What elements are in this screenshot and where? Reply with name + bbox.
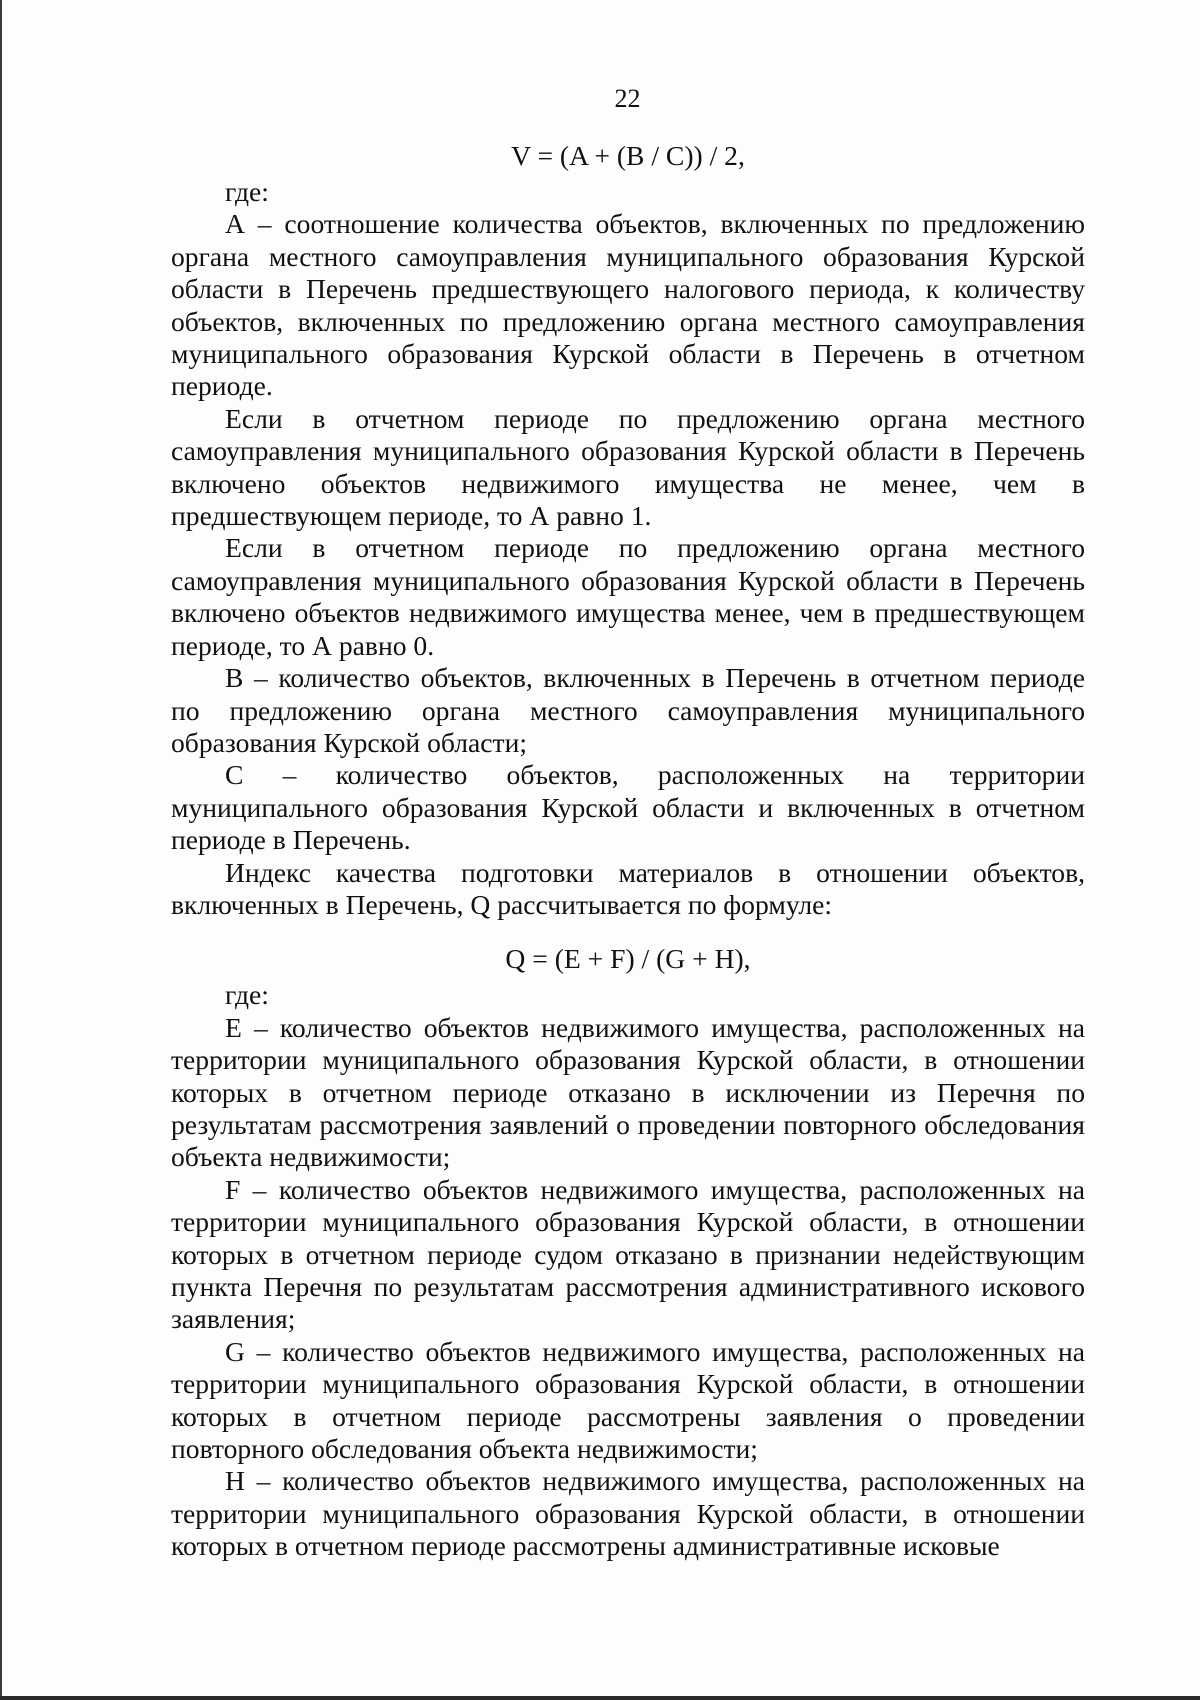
paragraph-q-intro: Индекс качества подготовки материалов в отношении объектов, включенных в Перечень, Q рассчитывается по формуле:: [171, 856, 1085, 920]
formula-v: V = (A + (B / C)) / 2,: [511, 140, 745, 171]
where-label-1: где:: [225, 176, 269, 207]
paragraph-a-equals-0: Если в отчетном периоде по предложению органа местного самоуправления муниципального образования Курской области в Перечень включено объектов недвижимого имущества менее, чем в предшествующем периоде, то А равно 0.: [171, 532, 1085, 661]
scan-edge-left: [0, 0, 2, 1700]
paragraph-e-definition: Е – количество объектов недвижимого имущества, расположенных на территории муниципального образования Курской области, в отношении которых в отчетном периоде отказано в исключении из Перечня по результатам рассмотрения заявлений о проведении повторного обследования объекта недвижимости;: [171, 1011, 1085, 1173]
paragraph-g-definition: G – количество объектов недвижимого имущества, расположенных на территории муниципального образования Курской области, в отношении которых в отчетном периоде рассмотрены заявления о проведении повторного обследования объекта недвижимости;: [171, 1335, 1085, 1465]
paragraph-f-definition: F – количество объектов недвижимого имущества, расположенных на территории муниципального образования Курской области, в отношении которых в отчетном периоде судом отказано в признании недействующим пункта Перечня по результатам рассмотрения административного искового заявления;: [171, 1173, 1085, 1335]
paragraph-c-definition: С – количество объектов, расположенных на территории муниципального образования Курской области и включенных в отчетном периоде в Перечень.: [171, 759, 1085, 856]
where-label-2: где:: [225, 979, 269, 1011]
paragraph-a-definition: А – соотношение количества объектов, включенных по предложению органа местного самоуправления муниципального образования Курской области в Перечень предшествующего налогового периода, к количеству объектов, включенных по предложению органа местного самоуправления муниципального образования Курской области в Перечень в отчетном периоде.: [171, 208, 1085, 402]
scan-edge-bottom: [0, 1696, 1200, 1700]
paragraph-b-definition: В – количество объектов, включенных в Перечень в отчетном периоде по предложению органа местного самоуправления муниципального образования Курской области;: [171, 662, 1085, 758]
page-number: 22: [614, 84, 641, 113]
document-body: [171, 140, 1085, 1563]
paragraph-h-definition: Н – количество объектов недвижимого имущества, расположенных на территории муниципального образования Курской области, в отношении которых в отчетном периоде рассмотрены административные исковые: [171, 1465, 1085, 1562]
paragraph-a-equals-1: Если в отчетном периоде по предложению органа местного самоуправления муниципального образования Курской области в Перечень включено объектов недвижимого имущества не менее, чем в предшествующем периоде, то А равно 1.: [171, 402, 1085, 532]
formula-q: Q = (E + F) / (G + H),: [505, 943, 751, 975]
